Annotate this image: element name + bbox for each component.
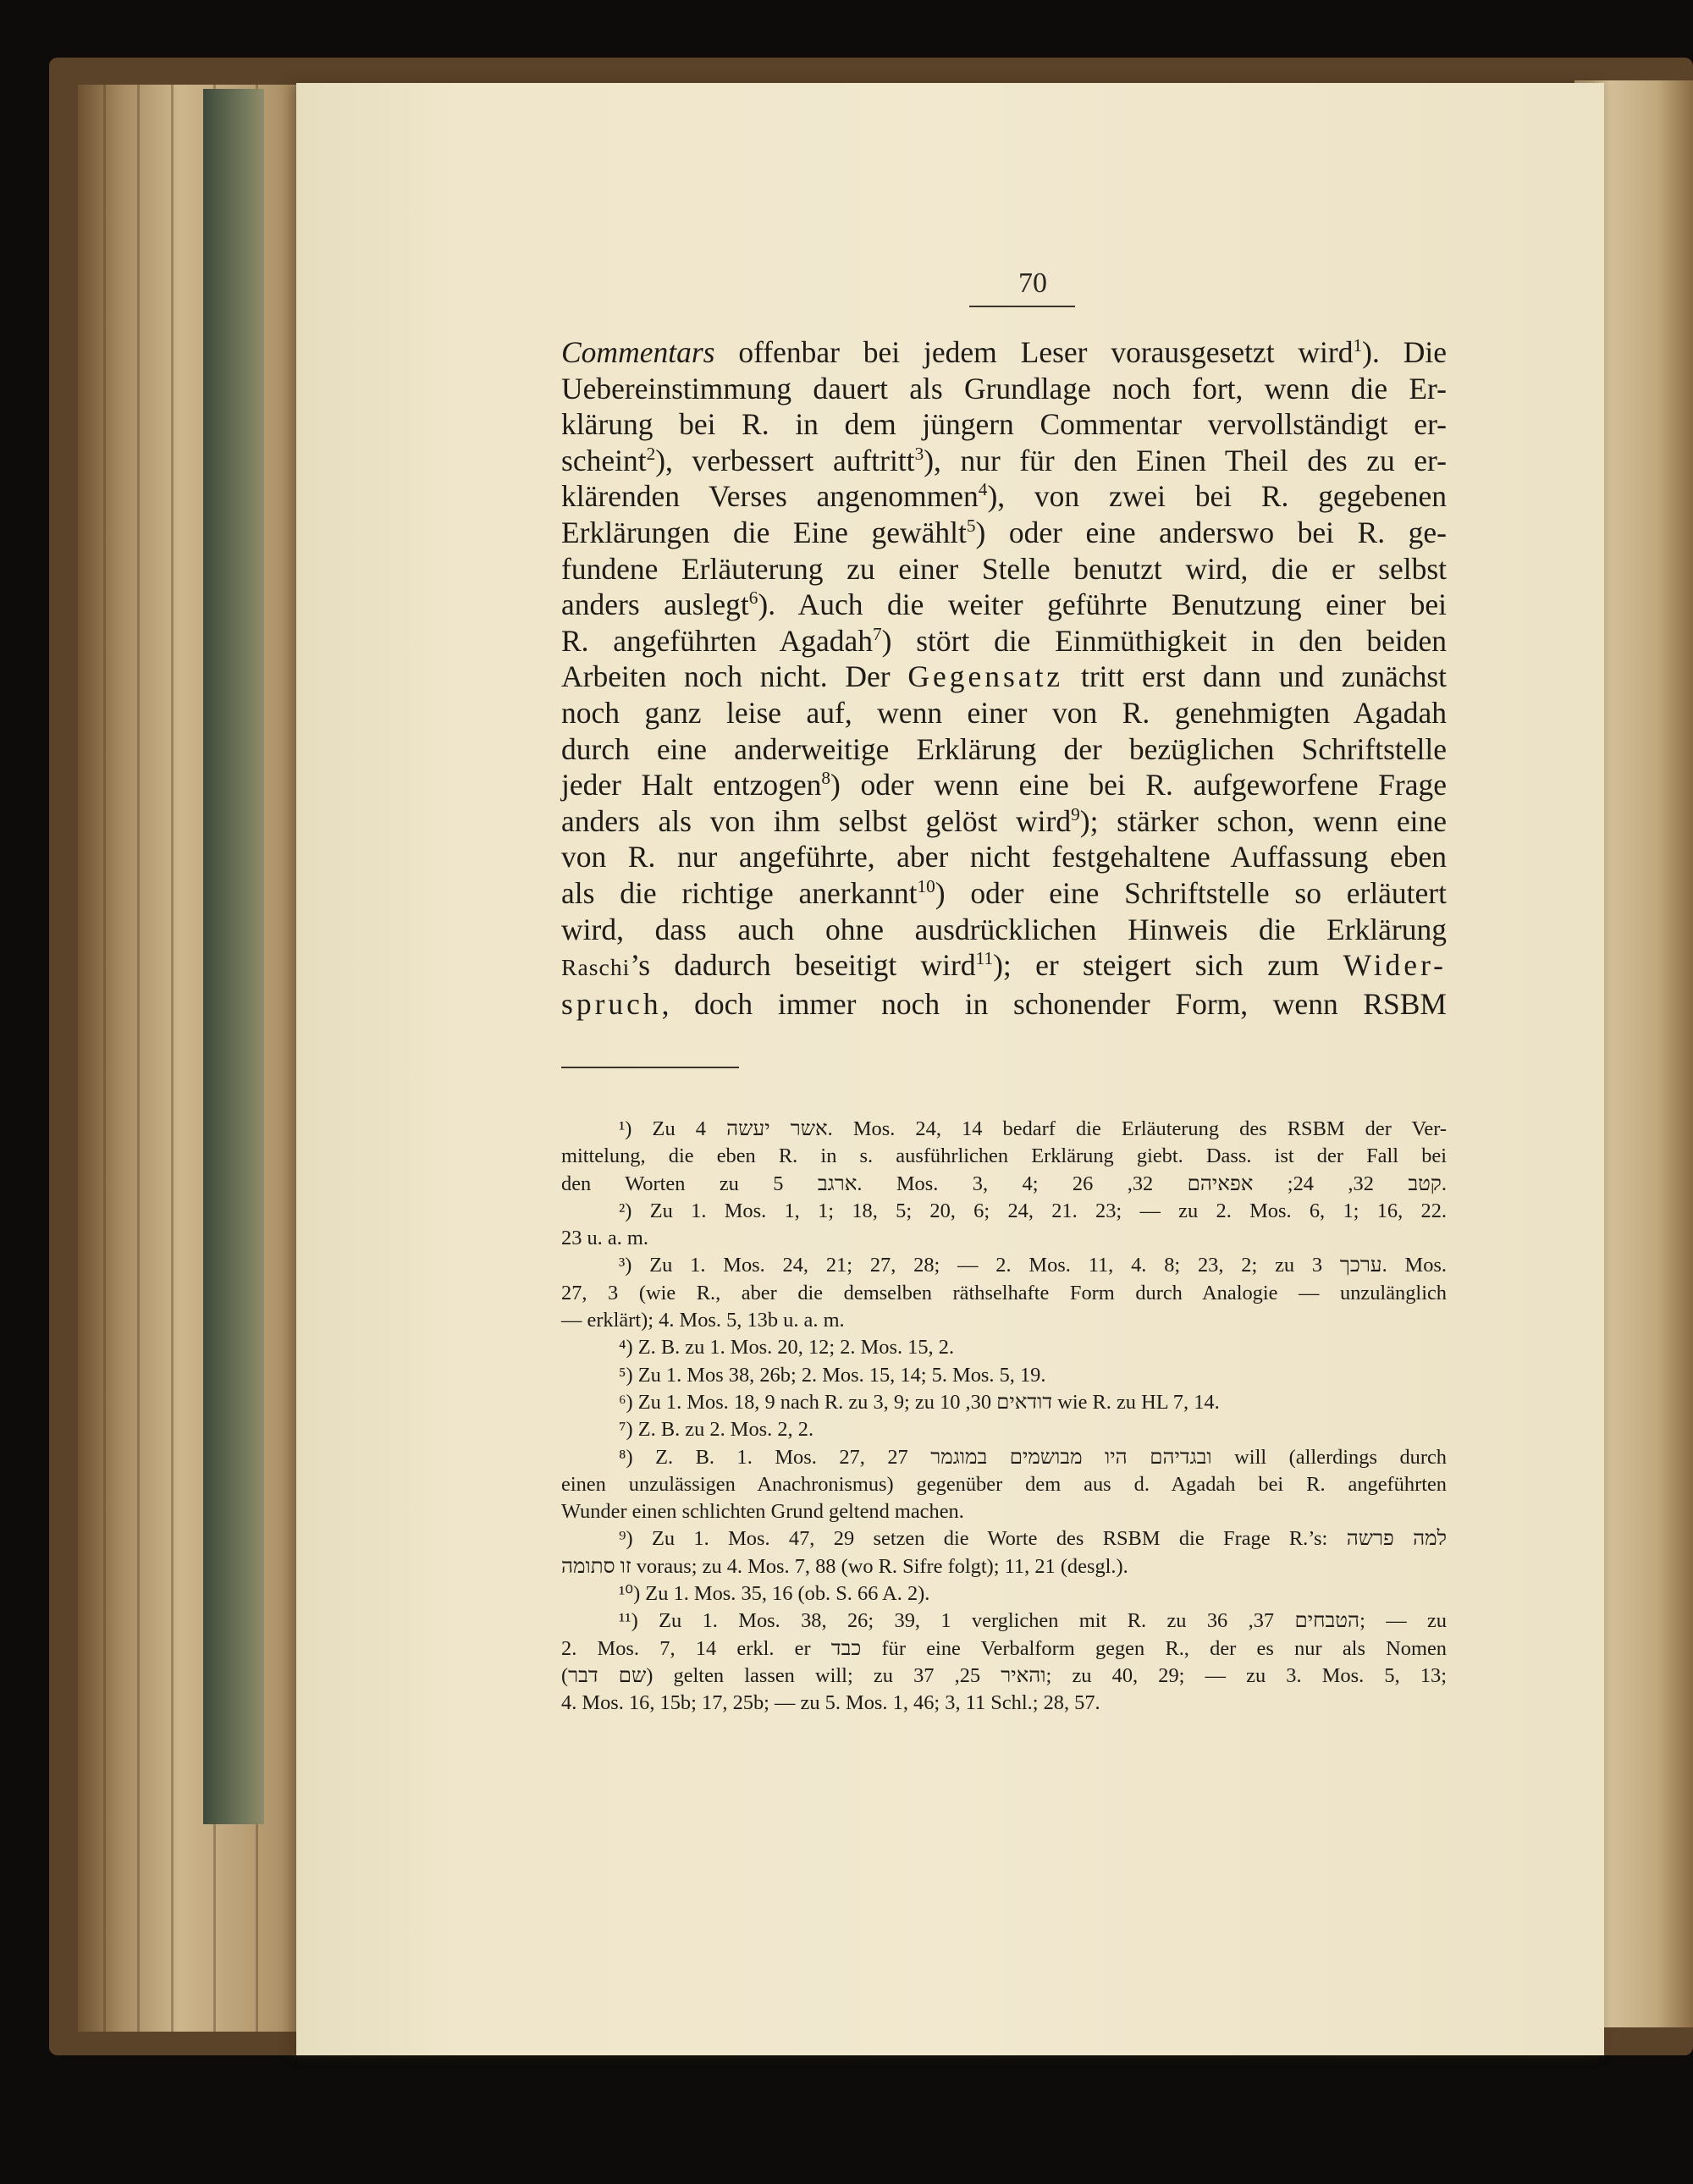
body-fragment: ) oder eine anderswo bei R. ge- — [975, 515, 1447, 549]
footnote-line: ⁸) Z. B. 1. Mos. 27, 27 ובגדיהם היו מבושמים במוגמר will (allerdings durch — [619, 1445, 1447, 1469]
footnote-line: זו סתומה voraus; zu 4. Mos. 7, 88 (wo R. Sifre folgt); 11, 21 (desgl.). — [561, 1554, 1128, 1578]
body-fragment: Erklärungen die Eine gewählt — [561, 515, 967, 549]
body-fragment: ); stärker schon, wenn eine — [1079, 803, 1447, 838]
footnote-line: ⁵) Zu 1. Mos 38, 26b; 2. Mos. 15, 14; 5. Mos. 5, 19. — [619, 1363, 1046, 1387]
body-line — [561, 623, 1447, 659]
footnote-line: ¹¹) Zu 1. Mos. 38, 26; 39, 1 verglichen mit R. zu הטבחים 37, 36; — zu — [619, 1609, 1447, 1633]
body-line — [561, 803, 1447, 840]
body-line — [561, 767, 1447, 803]
body-fragment: 11 — [975, 948, 994, 969]
body-fragment: ) oder wenn eine bei R. aufgeworfene Frage — [830, 768, 1447, 802]
page-number-rule — [969, 306, 1075, 307]
body-fragment: ), nur für den Einen Theil des zu er- — [924, 443, 1447, 477]
body-fragment: fundene Erläuterung zu einer Stelle benutzt wird, die er selbst — [561, 551, 1447, 586]
footnote-line: Wunder einen schlichten Grund geltend machen. — [561, 1500, 964, 1524]
body-fragment: , doch immer noch in schonender Form, wenn RSBM — [661, 986, 1447, 1021]
body-fragment: ) stört die Einmüthigkeit in den beiden — [881, 623, 1447, 658]
body-line — [561, 731, 1447, 768]
footnote-line: ¹⁰) Zu 1. Mos. 35, 16 (ob. S. 66 A. 2). — [619, 1582, 930, 1606]
body-fragment: scheint — [561, 443, 647, 477]
body-line — [561, 986, 1447, 1023]
body-fragment: ). Die — [1362, 335, 1447, 369]
body-fragment: Gegensatz — [907, 659, 1064, 694]
body-line — [561, 695, 1447, 731]
footnote-line: den Worten zu ארגב 5. Mos. 3, 4; קטב 32, 24; אפאיהם 32, 26. — [561, 1172, 1447, 1195]
footnote-line: 2. Mos. 7, 14 erkl. er כבד für eine Verbalform gegen R., der es nur als Nomen — [561, 1636, 1447, 1660]
body-line — [561, 839, 1447, 875]
footnote-line: (שם דבר) gelten lassen will; zu והאיר 25, 37; zu 40, 29; — zu 3. Mos. 5, 13; — [561, 1663, 1447, 1687]
body-fragment: Wider- — [1343, 948, 1447, 983]
footnote-line: — erklärt); 4. Mos. 5, 13b u. a. m. — [561, 1309, 845, 1332]
body-line — [561, 947, 1447, 986]
body-line — [561, 334, 1447, 371]
body-fragment: 9 — [1071, 803, 1080, 825]
body-fragment: ), von zwei bei R. gegebenen — [987, 479, 1447, 514]
binding-green-band — [203, 89, 264, 1824]
body-fragment: offenbar bei jedem Leser vorausgesetzt wird — [714, 335, 1354, 369]
body-fragment: klärenden Verses angenommen — [561, 479, 979, 514]
body-fragment: anders auslegt — [561, 587, 749, 622]
footnote-line: ³) Zu 1. Mos. 24, 21; 27, 28; — 2. Mos. 11, 4. 8; 23, 2; zu ערכך 3. Mos. — [619, 1254, 1447, 1277]
body-text — [561, 334, 1447, 1022]
footnote-line: ⁴) Z. B. zu 1. Mos. 20, 12; 2. Mos. 15, 2. — [619, 1336, 955, 1359]
body-fragment: ’s dadurch beseitigt wird — [630, 948, 976, 983]
body-fragment: Raschi — [561, 954, 631, 981]
footnote-line: ²) Zu 1. Mos. 1, 1; 18, 5; 20, 6; 24, 21. 23; — zu 2. Mos. 6, 1; 16, 22. — [619, 1199, 1447, 1222]
footnote-line: ⁹) Zu 1. Mos. 47, 29 setzen die Worte des RSBM die Frage R.’s: למה פרשה — [619, 1527, 1447, 1551]
body-fragment: Uebereinstimmung dauert als Grundlage noch fort, wenn die Er- — [561, 371, 1447, 405]
body-fragment: von R. nur angeführte, aber nicht festgehaltene Auffassung eben — [561, 840, 1447, 874]
body-fragment: 3 — [914, 443, 924, 464]
body-line — [561, 551, 1447, 587]
body-fragment: 8 — [821, 768, 831, 789]
body-line — [561, 515, 1447, 551]
footnote-line: einen unzulässigen Anachronismus) gegenüber dem aus d. Agadah bei R. angeführten — [561, 1472, 1447, 1496]
body-line — [561, 371, 1447, 407]
body-fragment: wird, dass auch ohne ausdrücklichen Hinweis die Erklärung — [561, 912, 1447, 946]
body-line — [561, 659, 1447, 695]
body-fragment: ) oder eine Schriftstelle so erläutert — [935, 875, 1447, 910]
body-fragment: anders als von ihm selbst gelöst wird — [561, 803, 1072, 838]
body-fragment: 4 — [978, 479, 988, 500]
body-line — [561, 443, 1447, 479]
body-fragment: spruch — [561, 986, 662, 1021]
body-fragment: ); er steigert sich zum — [993, 948, 1343, 983]
body-line — [561, 875, 1447, 912]
body-fragment: 7 — [873, 623, 882, 644]
footnote-separator — [561, 1067, 739, 1068]
body-fragment: noch ganz leise auf, wenn einer von R. genehmigten Agadah — [561, 695, 1447, 730]
body-fragment: 2 — [646, 443, 656, 464]
footnote-line: 23 u. a. m. — [561, 1227, 648, 1250]
body-fragment: Commentars — [561, 335, 715, 369]
footnote-line: 27, 3 (wie R., aber die demselben räthselhafte Form durch Analogie — unzulänglich — [561, 1281, 1447, 1304]
body-fragment: tritt erst dann und zunächst — [1063, 659, 1447, 694]
page-number: 70 — [1018, 267, 1047, 299]
footnote-line: ¹) Zu אשר יעשה 4. Mos. 24, 14 bedarf die Erläuterung des RSBM der Ver- — [619, 1117, 1447, 1140]
footnote-line: mittelung, die eben R. in s. ausführlichen Erklärung giebt. Dass. ist der Fall bei — [561, 1144, 1447, 1168]
body-fragment: 6 — [748, 587, 758, 609]
body-fragment: klärung bei R. in dem jüngern Commentar vervollständigt er- — [561, 407, 1447, 442]
body-fragment: ). Auch die weiter geführte Benutzung einer bei — [758, 587, 1447, 622]
body-line — [561, 912, 1447, 948]
body-fragment: jeder Halt entzogen — [561, 768, 822, 802]
footnote-line: ⁷) Z. B. zu 2. Mos. 2, 2. — [619, 1418, 814, 1442]
footnote-line: ⁶) Zu 1. Mos. 18, 9 nach R. zu 3, 9; zu דודאים 30, 10 wie R. zu HL 7, 14. — [619, 1390, 1220, 1414]
body-fragment: ), verbessert auftritt — [655, 443, 915, 477]
body-fragment: durch eine anderweitige Erklärung der bezüglichen Schriftstelle — [561, 731, 1447, 766]
footnote-line: 4. Mos. 16, 15b; 17, 25b; — zu 5. Mos. 1, 46; 3, 11 Schl.; 28, 57. — [561, 1691, 1100, 1715]
body-fragment: 5 — [966, 516, 976, 537]
body-line — [561, 587, 1447, 623]
body-fragment: R. angeführten Agadah — [561, 623, 873, 658]
body-line — [561, 478, 1447, 515]
body-fragment: Arbeiten noch nicht. Der — [561, 659, 908, 694]
body-fragment: als die richtige anerkannt — [561, 875, 918, 910]
body-fragment: 1 — [1353, 335, 1363, 356]
body-fragment: 10 — [917, 876, 935, 897]
footnotes — [561, 1116, 1447, 1718]
body-line — [561, 406, 1447, 443]
